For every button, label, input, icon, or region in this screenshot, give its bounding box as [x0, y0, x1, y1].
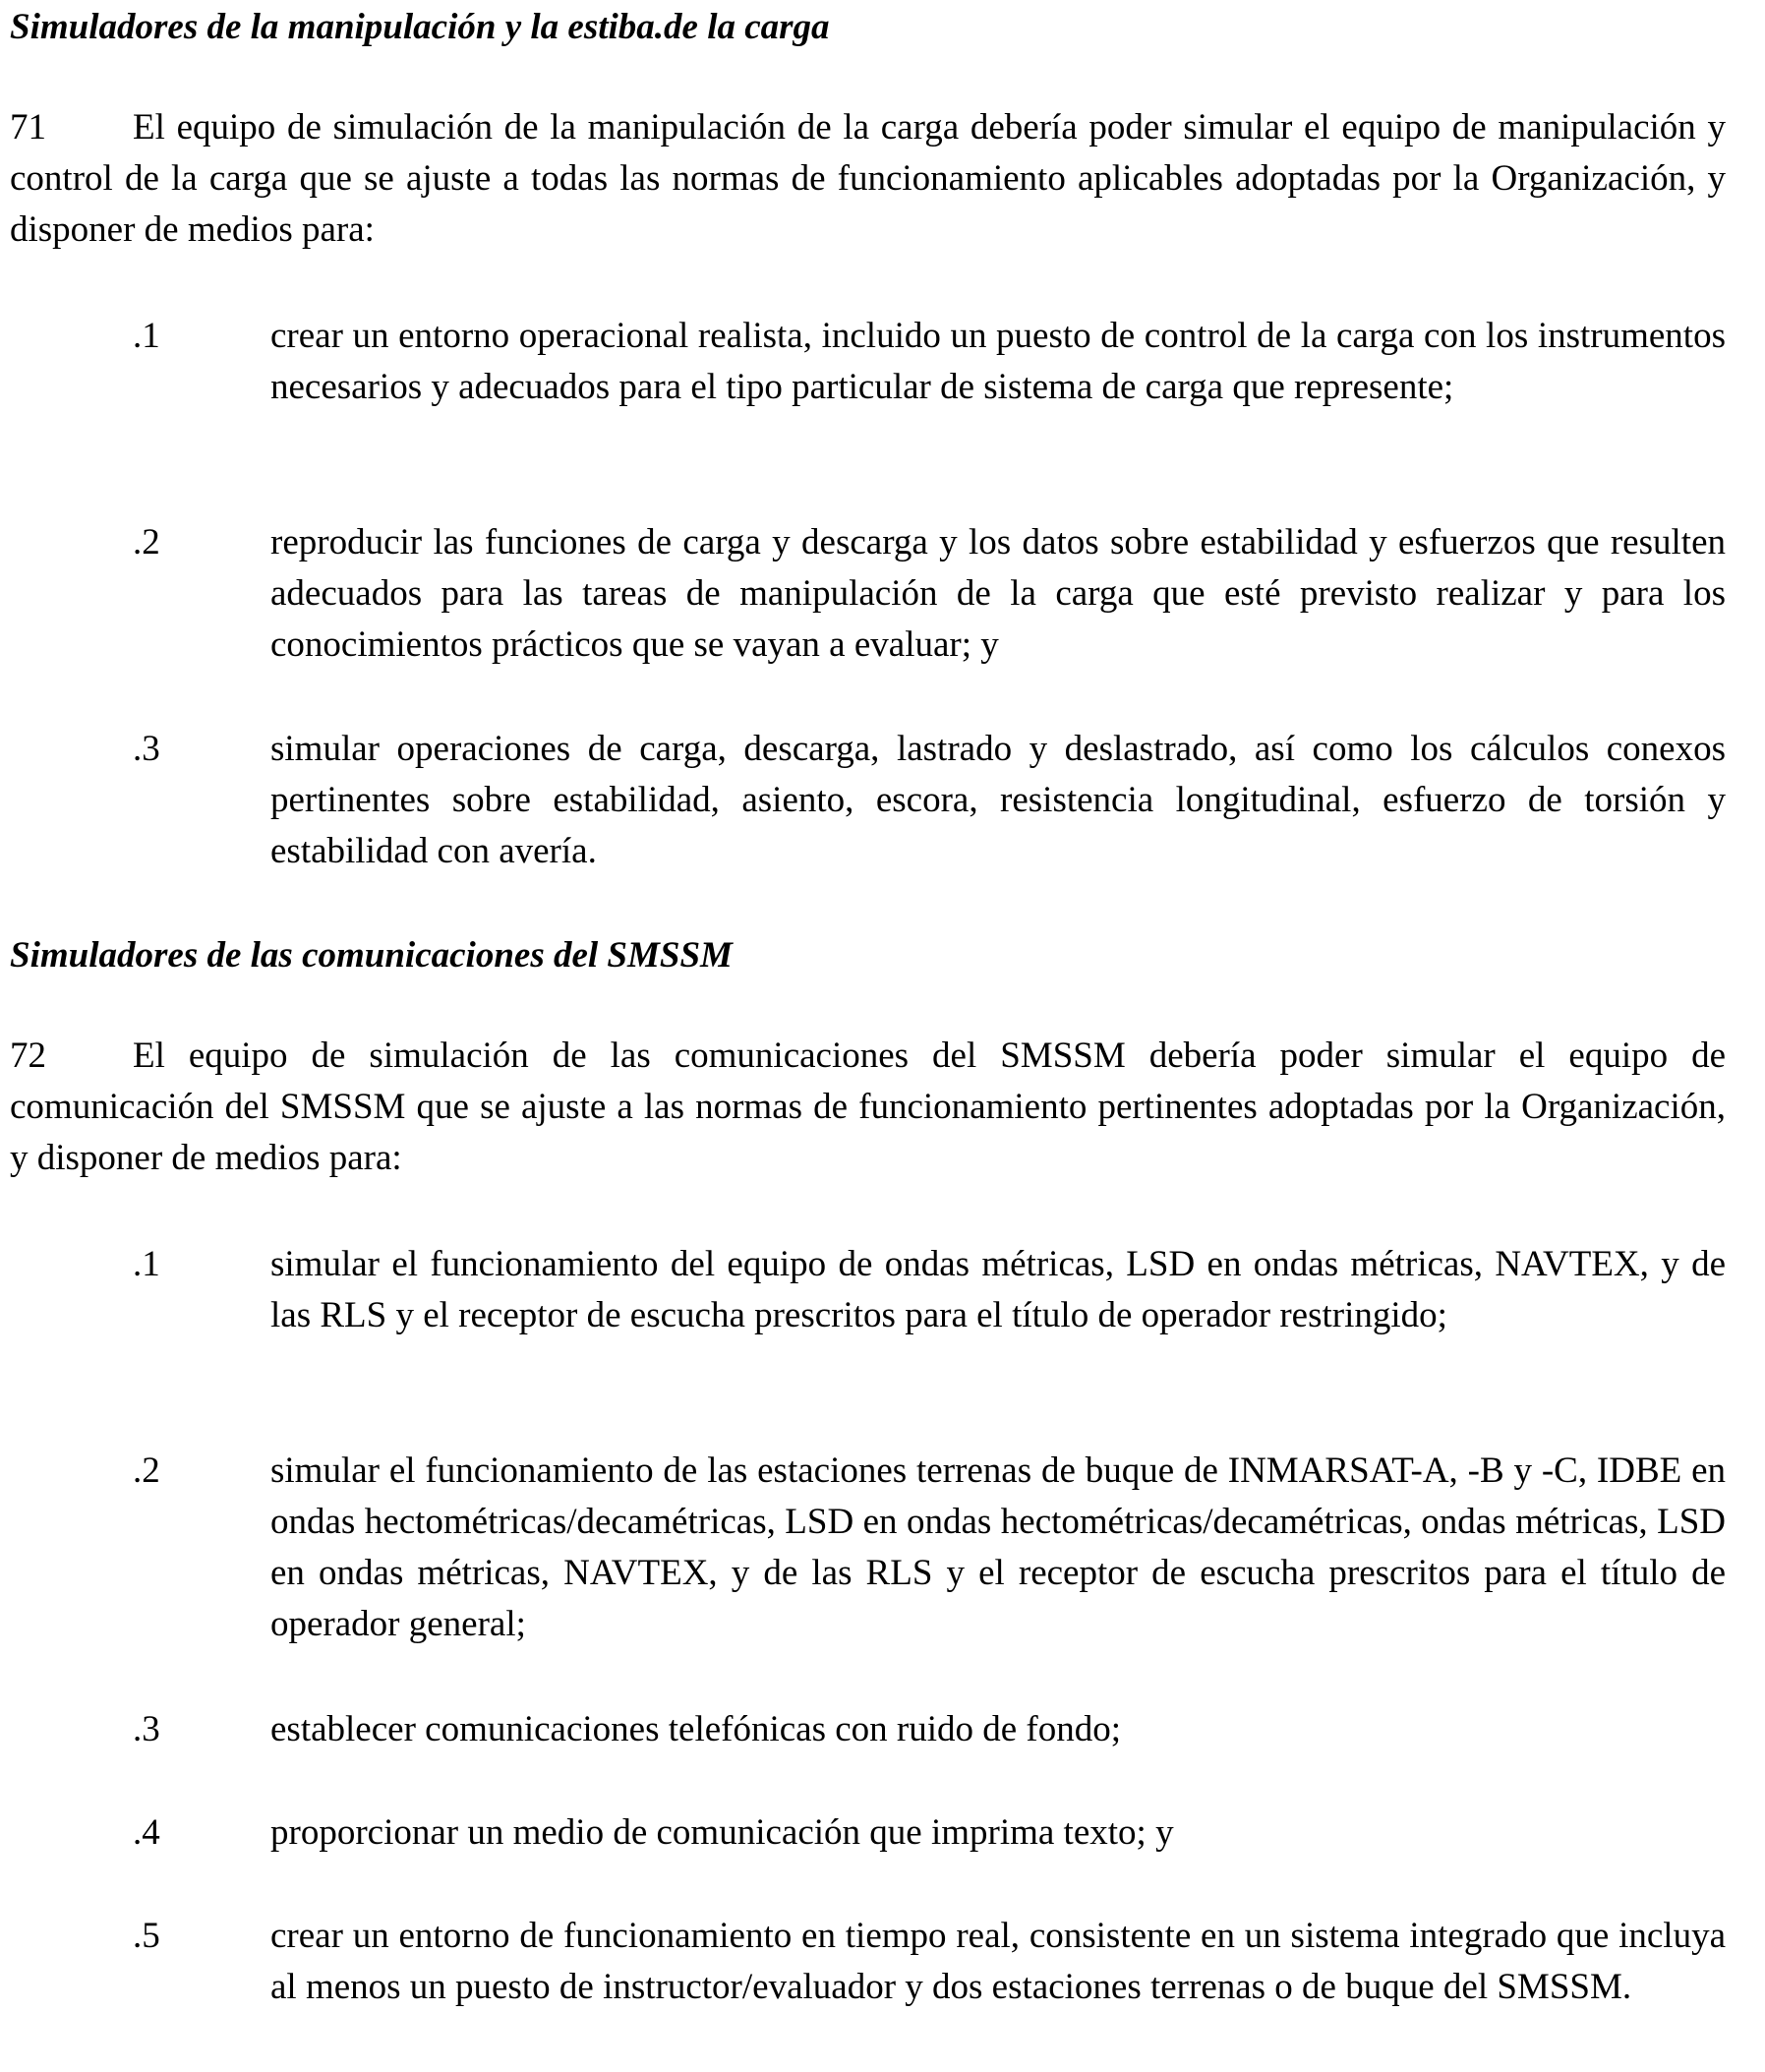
list-item-text: simular el funcionamiento del equipo de ondas métricas, LSD en ondas métricas, NAVTEX, y de las RLS y el receptor de escucha prescritos para el título de operador restringido;	[270, 1244, 1726, 1335]
list-item-number: .5	[133, 1916, 160, 1956]
list-item-number: .3	[133, 1709, 160, 1749]
list-item	[10, 1239, 1726, 1341]
paragraph-number: 71	[10, 107, 46, 148]
list-item-number: .4	[133, 1812, 160, 1853]
list-item	[10, 517, 1726, 671]
list-item	[10, 724, 1726, 877]
list-item	[10, 311, 1726, 413]
list-item-text: reproducir las funciones de carga y descarga y los datos sobre estabilidad y esfuerzos que resulten adecuados para las tareas de manipulación de la carga que esté previsto realizar y para los conocimientos prácticos que se vayan a evaluar; y	[270, 522, 1726, 665]
list-item-text: proporcionar un medio de comunicación que imprima texto; y	[270, 1812, 1174, 1853]
paragraph-number: 72	[10, 1036, 46, 1076]
list-item	[10, 1807, 1726, 1859]
list-item	[10, 1911, 1726, 2013]
list-item-number: .3	[133, 729, 160, 769]
section-heading-gmdss-simulators: Simuladores de las comunicaciones del SMSSM	[10, 935, 733, 976]
list-item-text: simular operaciones de carga, descarga, lastrado y deslastrado, así como los cálculos conexos pertinentes sobre estabilidad, asiento, escora, resistencia longitudinal, esfuerzo de torsión y estabilidad con avería.	[270, 729, 1726, 871]
list-item-text: crear un entorno de funcionamiento en tiempo real, consistente en un sistema integrado que incluya al menos un puesto de instructor/evaluador y dos estaciones terrenas o de buque del SMSSM.	[270, 1916, 1726, 2007]
list-item	[10, 1704, 1726, 1755]
list-item-text: establecer comunicaciones telefónicas con ruido de fondo;	[270, 1709, 1122, 1749]
paragraph-71	[10, 102, 1726, 256]
list-item-number: .2	[133, 522, 160, 562]
paragraph-text: El equipo de simulación de las comunicaciones del SMSSM debería poder simular el equipo de comunicación del SMSSM que se ajuste a las normas de funcionamiento pertinentes adoptadas por la Organización, y disponer de medios para:	[10, 1036, 1726, 1178]
list-item-number: .1	[133, 316, 160, 356]
list-item	[10, 1446, 1726, 1650]
list-item-number: .1	[133, 1244, 160, 1284]
paragraph-72	[10, 1031, 1726, 1184]
list-item-number: .2	[133, 1450, 160, 1491]
list-item-text: crear un entorno operacional realista, incluido un puesto de control de la carga con los instrumentos necesarios y adecuados para el tipo particular de sistema de carga que represente;	[270, 316, 1726, 407]
list-item-text: simular el funcionamiento de las estaciones terrenas de buque de INMARSAT-A, -B y -C, IDBE en ondas hectométricas/decamétricas, LSD en ondas hectométricas/decamétricas, ondas métricas, LSD en ondas métricas, NAVTEX, y de las RLS y el receptor de escucha prescritos para el título de operador general;	[270, 1450, 1726, 1644]
section-heading-cargo-simulators: Simuladores de la manipulación y la estiba.de la carga	[10, 7, 830, 47]
paragraph-text: El equipo de simulación de la manipulación de la carga debería poder simular el equipo de manipulación y control de la carga que se ajuste a todas las normas de funcionamiento aplicables adoptadas por la Organización, y disponer de medios para:	[10, 107, 1726, 250]
